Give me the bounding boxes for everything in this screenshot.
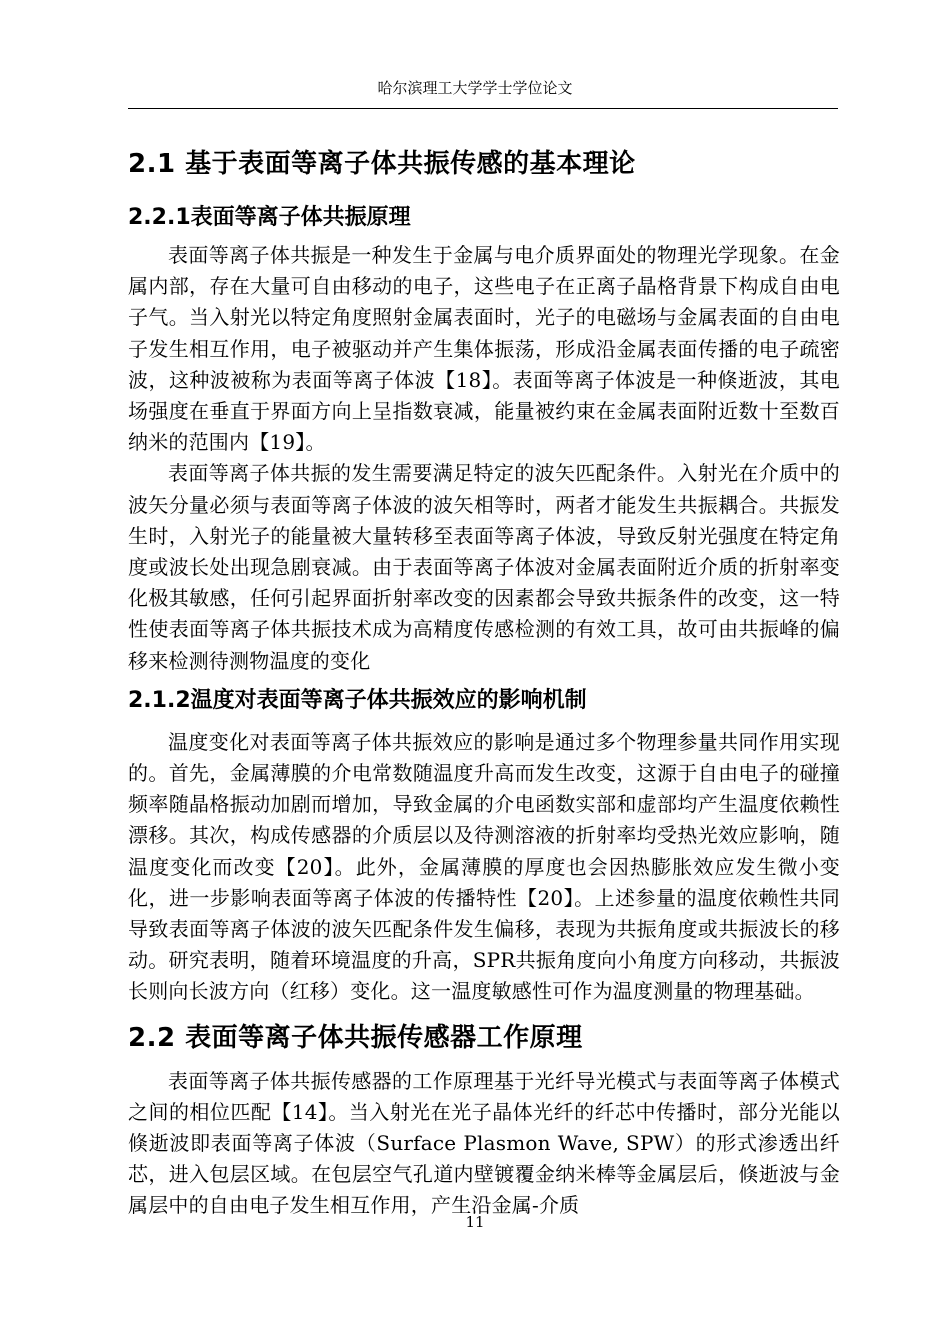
page-body [128,136,840,1222]
paragraph-wavevector-matching: 表面等离子体共振的发生需要满足特定的波矢匹配条件。入射光在介质中的波矢分量必须与表面等离子体波的波矢相等时，两者才能发生共振耦合。共振发生时，入射光子的能量被大量转移至表面等离子体波，导致反射光强度在特定角度或波长处出现急剧衰减。由于表面等离子体波对金属表面附近介质的折射率变化极其敏感，任何引起界面折射率改变的因素都会导致共振条件的改变，这一特性使表面等离子体共振技术成为高精度传感检测的有效工具，故可由共振峰的偏移来检测待测物温度的变化 [128,461,840,673]
subsection-heading-2-1-2: 2.1.2温度对表面等离子体共振效应的影响机制 [128,687,587,713]
paragraph-spr-principle: 表面等离子体共振是一种发生于金属与电介质界面处的物理光学现象。在金属内部，存在大量可自由移动的电子，这些电子在正离子晶格背景下构成自由电子气。当入射光以特定角度照射金属表面时，光子的电磁场与金属表面的自由电子发生相互作用，电子被驱动并产生集体振荡，形成沿金属表面传播的电子疏密波，这种波被称为表面等离子体波【18】。表面等离子体波是一种倏逝波，其电场强度在垂直于界面方向上呈指数衰减，能量被约束在金属表面附近数十至数百纳米的范围内【19】。 [128,243,840,455]
header-rule [128,108,838,109]
paragraph-temperature-mechanism: 温度变化对表面等离子体共振效应的影响是通过多个物理参量共同作用实现的。首先，金属薄膜的介电常数随温度升高而发生改变，这源于自由电子的碰撞频率随晶格振动加剧而增加，导致金属的介电函数实部和虚部均产生温度依赖性漂移。其次，构成传感器的介质层以及待测溶液的折射率均受热光效应影响，随温度变化而改变【20】。此外，金属薄膜的厚度也会因热膨胀效应发生微小变化，进一步影响表面等离子体波的传播特性【20】。上述参量的温度依赖性共同导致表面等离子体波的波矢匹配条件发生偏移，表现为共振角度或共振波长的移动。研究表明，随着环境温度的升高，SPR共振角度向小角度方向移动，共振波长则向长波方向（红移）变化。这一温度敏感性可作为温度测量的物理基础。 [128,729,840,1004]
paragraph-sensor-principle: 表面等离子体共振传感器的工作原理基于光纤导光模式与表面等离子体模式之间的相位匹配【14】。当入射光在光子晶体光纤的纤芯中传播时，部分光能以倏逝波即表面等离子体波（Surface Plasmon Wave, SPW）的形式渗透出纤芯，进入包层区域。在包层空气孔道内壁镀覆金纳米棒等金属层后，倏逝波与金属层中的自由电子发生相互作用，产生沿金属-介质 [128,1068,840,1218]
section-heading-2-1: 2.1 基于表面等离子体共振传感的基本理论 [128,149,636,179]
page-number: 11 [465,1213,485,1231]
running-header: 哈尔滨理工大学学士学位论文 [377,79,573,97]
section-heading-2-2: 2.2 表面等离子体共振传感器工作原理 [128,1022,583,1053]
subsection-heading-2-2-1: 2.2.1表面等离子体共振原理 [128,205,411,230]
